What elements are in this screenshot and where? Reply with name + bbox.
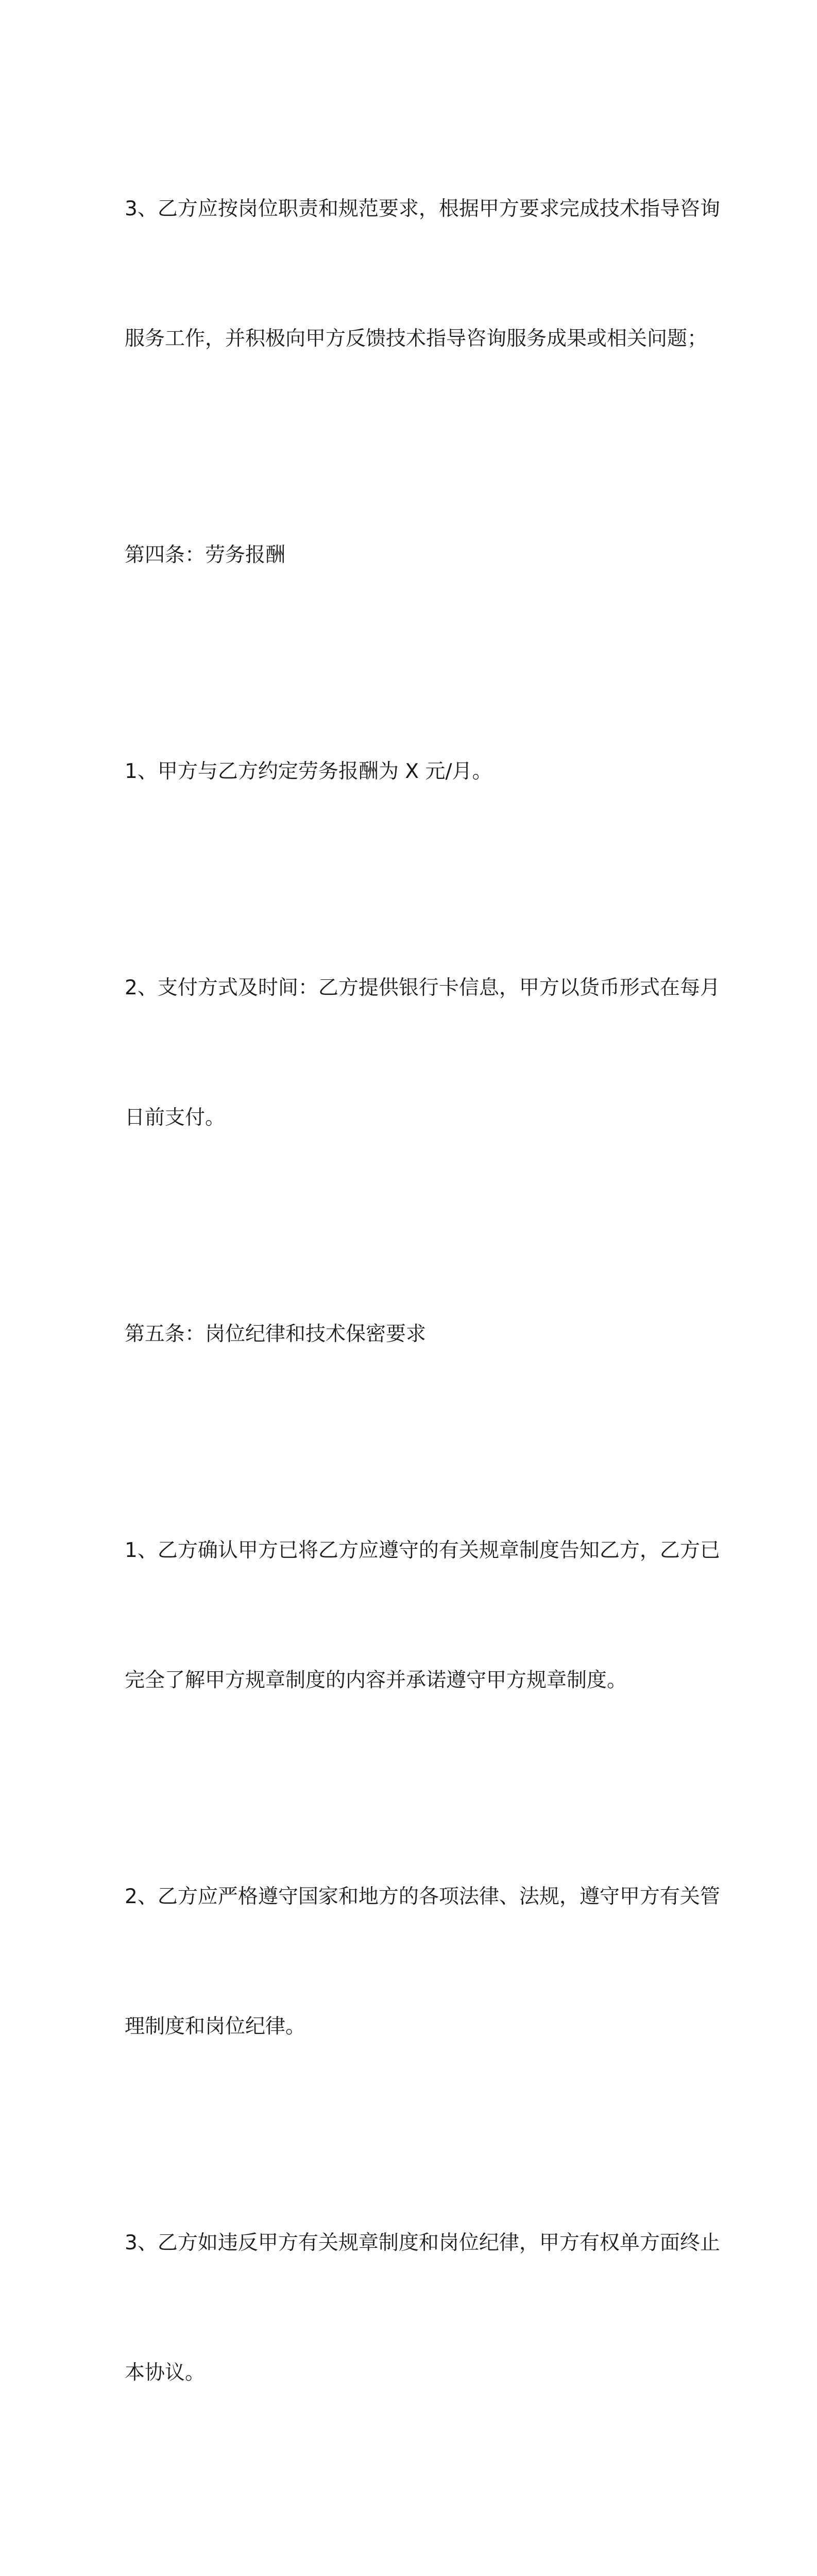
heading-text: 第五条：岗位纪律和技术保密要求 — [125, 1323, 427, 1346]
section-heading-article6 — [125, 2481, 702, 2576]
document-body — [125, 101, 720, 2576]
text-line: 理制度和岗位纪律。 — [125, 2015, 306, 2038]
paragraph-article4-item1 — [125, 664, 702, 880]
heading-text: 第四条：劳务报酬 — [125, 544, 286, 567]
text-line: 3、乙方如违反甲方有关规章制度和岗位纪律，甲方有权单方面终止 — [125, 2231, 720, 2255]
text-line: 完全了解甲方规章制度的内容并承诺遵守甲方规章制度。 — [125, 1669, 627, 1692]
text-line: 2、支付方式及时间：乙方提供银行卡信息，甲方以货币形式在每月 — [125, 976, 720, 999]
text-line: 日前支付。 — [125, 1106, 226, 1129]
paragraph-article5-item3 — [125, 2135, 720, 2481]
text-line: 本协议。 — [125, 2361, 206, 2384]
paragraph-article5-item1 — [125, 1443, 720, 1789]
section-heading-article5 — [125, 1226, 702, 1443]
text-line: 3、乙方应按岗位职责和规范要求，根据甲方要求完成技术指导咨询 — [125, 197, 720, 221]
text-line: 1、乙方确认甲方已将乙方应遵守的有关规章制度告知乙方，乙方已 — [125, 1539, 720, 1562]
text-line: 服务工作，并积极向甲方反馈技术指导咨询服务成果或相关问题； — [125, 327, 708, 350]
text-line: 1、甲方与乙方约定劳务报酬为 X 元/月。 — [125, 760, 492, 783]
paragraph-article4-item2 — [125, 880, 720, 1226]
paragraph-article3-item3 — [125, 101, 720, 447]
paragraph-article5-item2 — [125, 1789, 720, 2135]
text-line: 2、乙方应严格遵守国家和地方的各项法律、法规，遵守甲方有关管 — [125, 1885, 720, 1908]
section-heading-article4 — [125, 447, 702, 664]
heading-text — [125, 2568, 702, 2576]
